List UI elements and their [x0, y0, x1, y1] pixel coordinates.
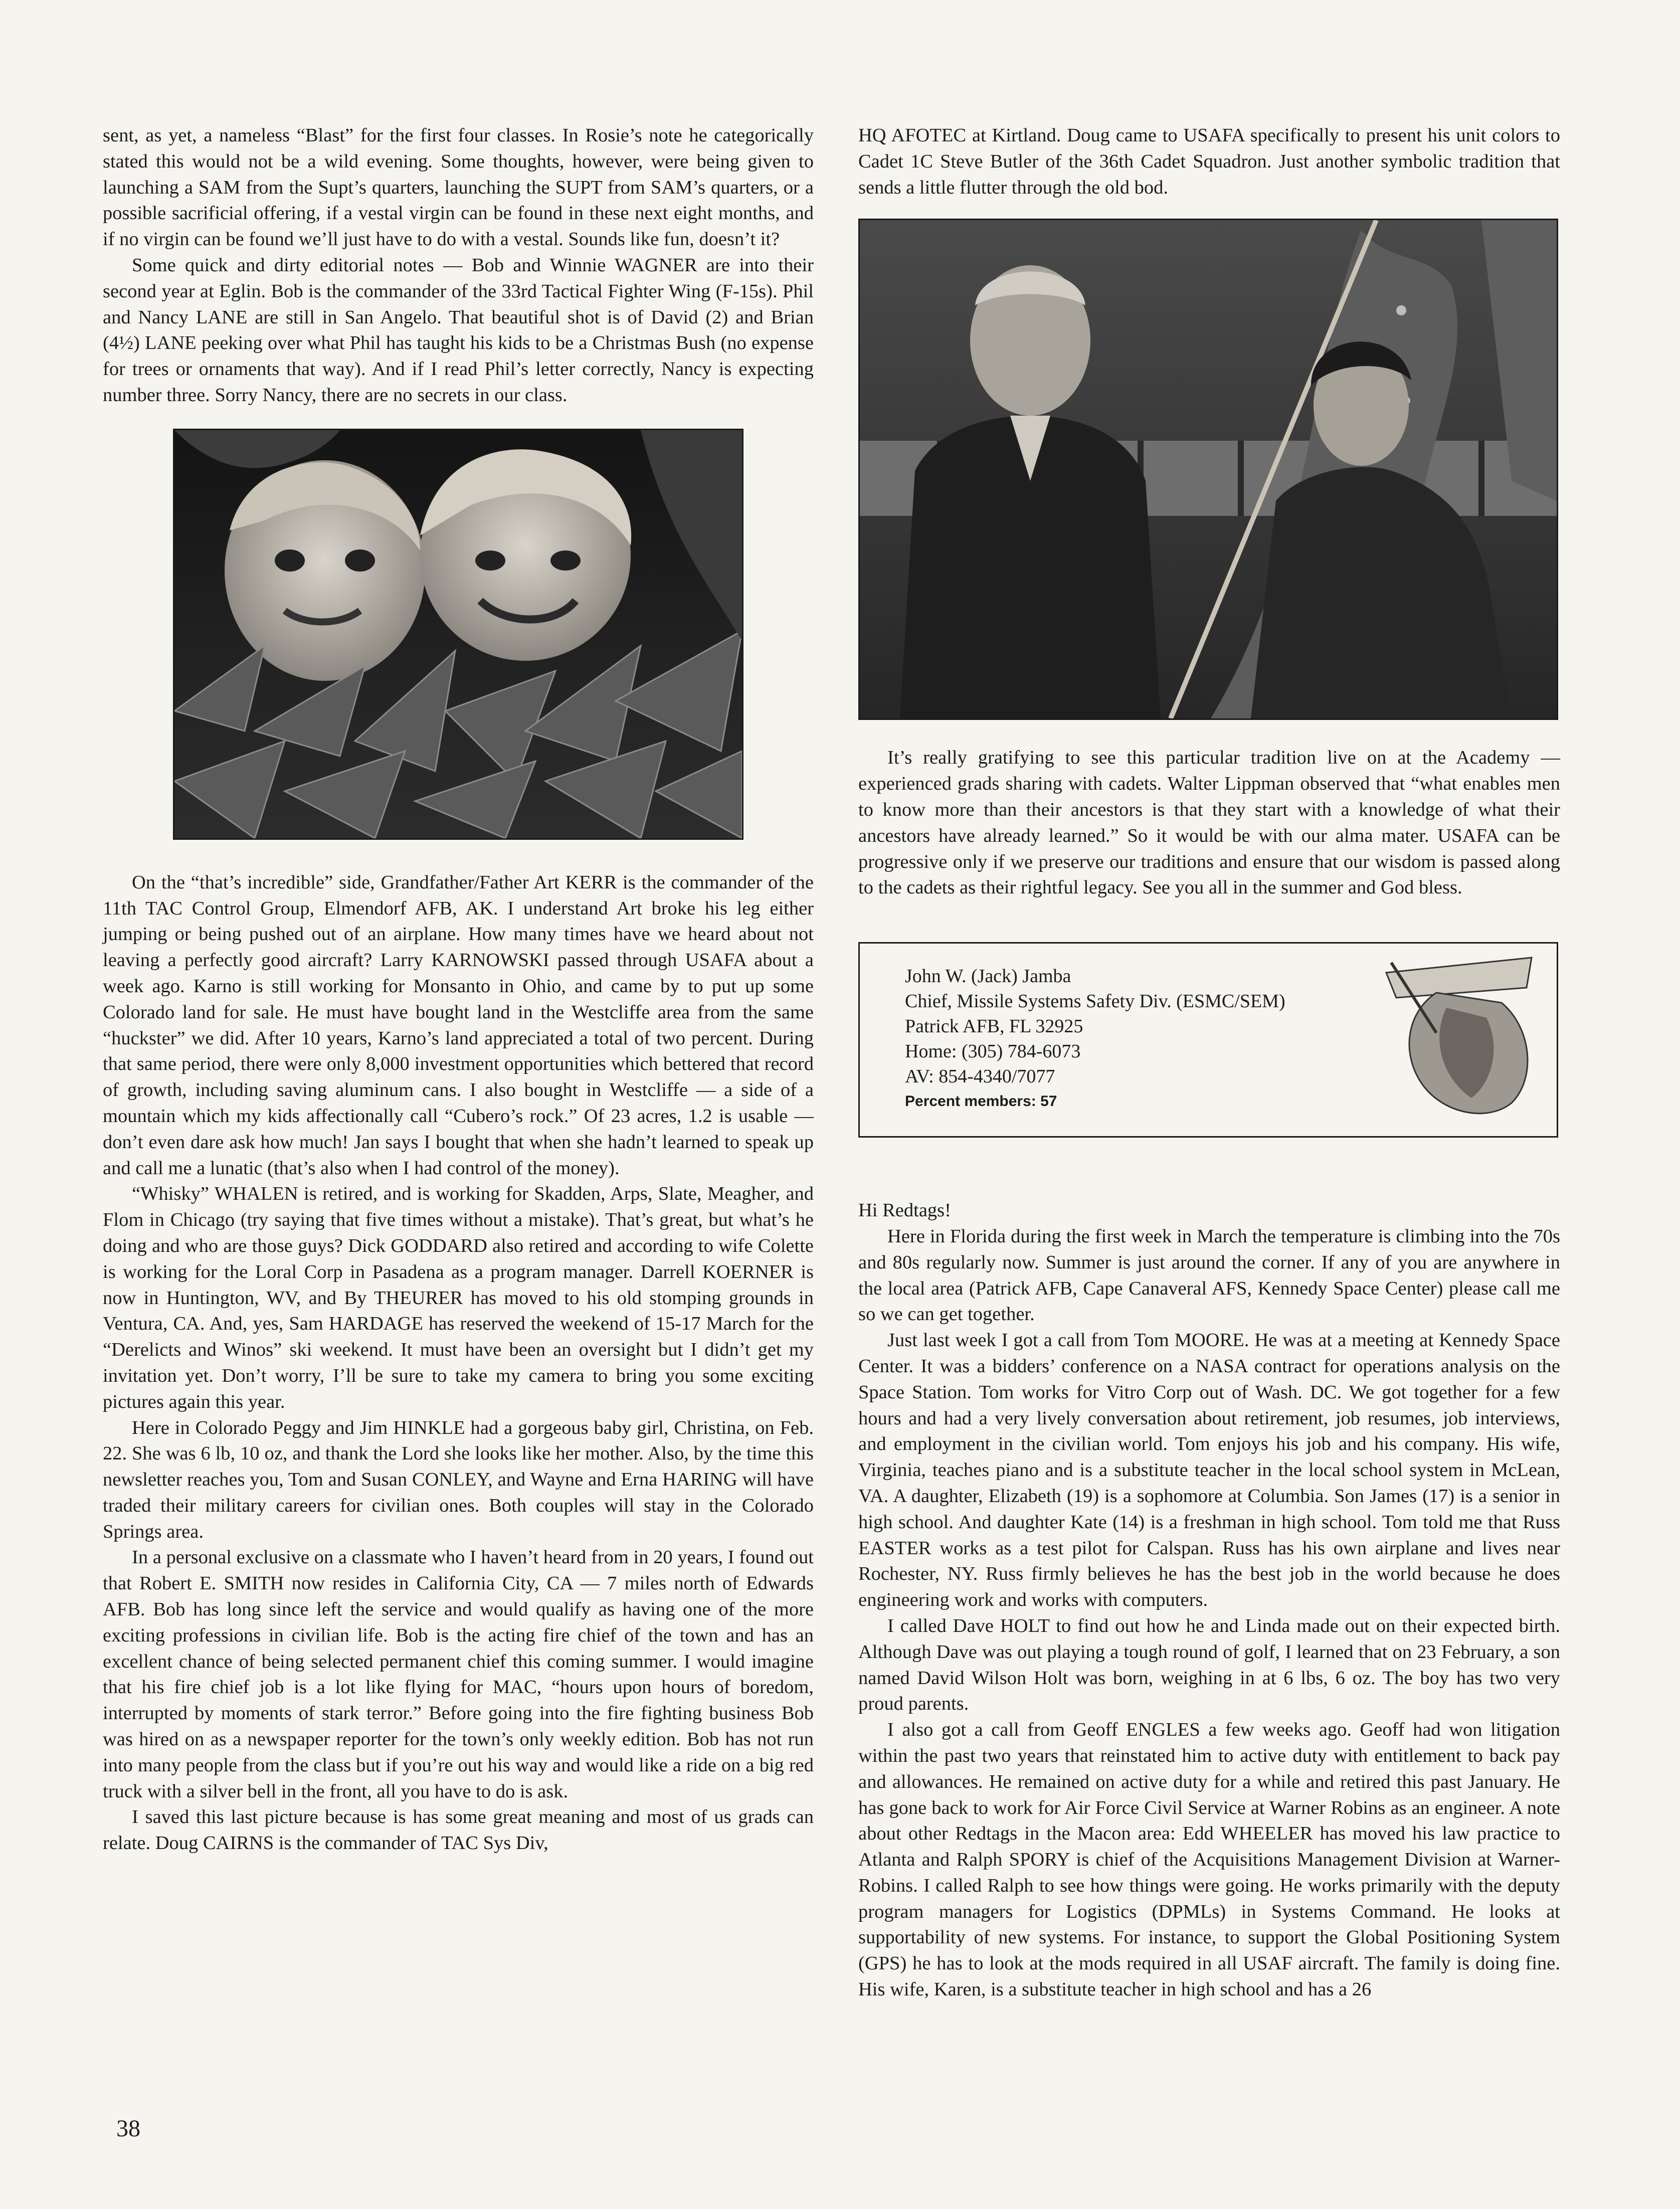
paragraph: Just last week I got a call from Tom MOORE. He was at a meeting at Kennedy Space Center. It was a bidders’ conference on a NASA contract for operations analysis on the Space Station. Tom works for Vitro Corp out of Wash. DC. We got together for a few hours and had a very lively conversation about retirement, job resumes, job interviews, and employment in the civilian world. Tom enjoys his job and his company. His wife, Virginia, teaches piano and is a substitute teacher in the local school system in McLean, VA. A daughter, Elizabeth (19) is a sophomore at Columbia. Son James (17) is a senior in high school. And daughter Kate (14) is a freshman in high school. Tom told me that Russ EASTER works as a test pilot for Calspan. Russ has his own airplane and lives near Rochester, NY. Russ firmly believes he has the best job in the world because he does engineering work and works with computers. [858, 1330, 1560, 1611]
contact-av-phone: AV: 854-4340/7077 [905, 1066, 1055, 1087]
percent-members: Percent members: 57 [905, 1093, 1057, 1110]
contact-title: Chief, Missile Systems Safety Div. (ESMC/SEM) [905, 991, 1285, 1012]
photo-lane-children-image [174, 430, 742, 838]
paragraph: Some quick and dirty editorial notes — Bob and Winnie WAGNER are into their second year at Eglin. Bob is the commander of the 33rd Tactical Fighter Wing (F-15s). Phil and Nancy LANE are still in San Angelo. That beautiful shot is of David (2) and Brian (4½) LANE peeking over what Phil has taught his kids to be a Christmas Bush (no expense for trees or ornaments that way). And if I read Phil’s letter correctly, Nancy is expecting number three. Sorry Nancy, there are no secrets in our class. [103, 254, 814, 406]
paragraph: I also got a call from Geoff ENGLES a few weeks ago. Geoff had won litigation within the past two years that reinstated him to active duty with entitlement to back pay and allowances. He remained on active duty for a while and retired this past January. He has gone back to work for Air Force Civil Service at Warner Robins as an engineer. A note about other Redtags in the Macon area: Edd WHEELER has moved his law practice to Atlanta and Ralph SPORY is chief of the Acquisitions Management Division at Warner-Robins. I called Ralph to see how things were going. He works primarily with the deputy program managers for Logistics (DPMLs) in Systems Command. He looks at supportability of new systems. For instance, to support the Global Positioning System (GPS) he has to look at the mods required in all USAF aircraft. The family is doing fine. His wife, Karen, is a substitute teacher in high school and has a 26 [858, 1719, 1560, 2000]
paragraph: On the “that’s incredible” side, Grandfather/Father Art KERR is the commander of the 11th TAC Control Group, Elmendorf AFB, AK. I understand Art broke his leg either jumping or being pushed out of an airplane. How many times have we heard about not leaving a perfectly good aircraft? Larry KARNOWSKI passed through USAFA about a week ago. Karno is still working for Monsanto in Ohio, and came by to put up some Colorado land for sale. He must have bought land in the Westcliffe area from the same “huckster” we did. After 10 years, Karno’s land appreciated a total of two percent. During that same period, there were only 8,000 investment opportunities which bettered that record of growth, including saving aluminum cans. I also bought in Westcliffe — a side of a mountain which my kids affectionally call “Cubero’s rock.” Of 23 acres, 1.2 is usable — don’t even dare ask how much! Jan says I bought that when she hadn’t learned to speak up and call me a lunatic (that’s also when I had control of the money). [103, 871, 814, 1179]
paragraph: Here in Colorado Peggy and Jim HINKLE had a gorgeous baby girl, Christina, on Feb. 22. She was 6 lb, 10 oz, and thank the Lord she looks like her mother. Also, by the time this newsletter reaches you, Tom and Susan CONLEY, and Wayne and Erna HARING will have traded their military careers for civilian ones. Both couples will stay in the Colorado Springs area. [103, 1417, 814, 1542]
paragraph: HQ AFOTEC at Kirtland. Doug came to USAFA specifically to present his unit colors to Cadet 1C Steve Butler of the 36th Cadet Squadron. Just another symbolic tradition that sends a little flutter through the old bod. [858, 125, 1560, 198]
class-crest-icon [1376, 953, 1542, 1128]
paragraph: Here in Florida during the first week in March the temperature is climbing into the 70s and 80s regularly now. Summer is just around the corner. If any of you are anywhere in the local area (Patrick AFB, Cape Canaveral AFS, Kennedy Space Center) please call me so we can get together. [858, 1225, 1560, 1325]
paragraph: “Whisky” WHALEN is retired, and is working for Skadden, Arps, Slate, Meagher, and Flom in Chicago (try saying that five times without a mistake). That’s great, but what’s he doing and who are those guys? Dick GODDARD also retired and according to wife Colette is working for the Loral Corp in Pasadena as a program manager. Darrell KOERNER is now in Huntington, WV, and By THEURER has moved to his old stomping grounds in Ventura, CA. And, yes, Sam HARDAGE has reserved the weekend of 15-17 March for the “Derelicts and Winos” ski weekend. It must have been an oversight but I didn’t get my invitation yet. Don’t worry, I’ll be sure to take my camera to bring you some exciting pictures again this year. [103, 1183, 814, 1412]
paragraph: In a personal exclusive on a classmate who I haven’t heard from in 20 years, I found out that Robert E. SMITH now resides in California City, CA — 7 miles north of Edwards AFB. Bob has long since left the service and would qualify as having one of the more exciting professions in civilian life. Bob is the acting fire chief of the town and has an excellent chance of being selected permanent chief this coming summer. I would imagine that his fire chief job is a lot like flying for MAC, “hours upon hours of boredom, interrupted by moments of stark terror.” Before going into the fire fighting business Bob was hired on as a newspaper reporter for the town’s only weekly edition. Bob has not run into many people from the class but if you’re out his way and would like a ride on a big red truck with a silver bell in the front, all you have to do is ask. [103, 1547, 814, 1802]
photo-unit-colors-image [860, 220, 1557, 718]
paragraph: sent, as yet, a nameless “Blast” for the first four classes. In Rosie’s note he categorically stated this would not be a wild evening. Some thoughts, however, were being given to launching a SAM from the Supt’s quarters, launching the SUPT from SAM’s quarters, or a possible sacrificial offering, if a vestal virgin can be found in these next eight months, and if no virgin can be found we’ll just have to do with a vestal. Sounds like fun, doesn’t it? [103, 125, 814, 250]
right-column [858, 123, 1560, 2003]
photo-unit-colors-presentation [858, 219, 1558, 720]
paragraph: Hi Redtags! [858, 1200, 951, 1221]
paragraph: I called Dave HOLT to find out how he and Linda made out on their expected birth. Although Dave was out playing a tough round of golf, I learned that on 23 February, a son named David Wilson Holt was born, weighing in at 6 lbs, 6 oz. The boy has two very proud parents. [858, 1615, 1560, 1715]
left-column [103, 123, 814, 1857]
page-number: 38 [116, 2115, 140, 2142]
contact-address: Patrick AFB, FL 32925 [905, 1016, 1083, 1037]
paragraph: It’s really gratifying to see this particular tradition live on at the Academy — experienced grads sharing with cadets. Walter Lippman observed that “what enables men to know more than their ancestors is that they start with a knowledge of what their ancestors have already learned.” So it would be with our alma mater. USAFA can be progressive only if we preserve our traditions and ensure that our wisdom is passed along to the cadets as their rightful legacy. See you all in the summer and God bless. [858, 747, 1560, 898]
class-secretary-contact-box [858, 942, 1558, 1138]
contact-home-phone: Home: (305) 784-6073 [905, 1041, 1081, 1062]
photo-lane-children [173, 429, 743, 840]
paragraph: I saved this last picture because is has some great meaning and most of us grads can relate. Doug CAIRNS is the commander of TAC Sys Div, [103, 1806, 814, 1854]
contact-name: John W. (Jack) Jamba [905, 966, 1071, 987]
